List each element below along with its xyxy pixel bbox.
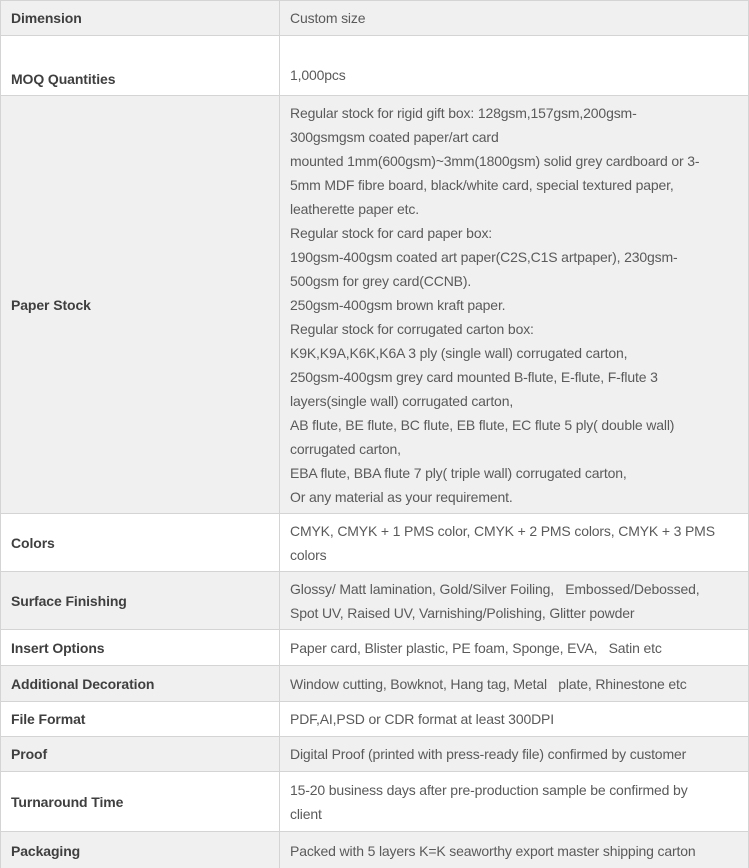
spec-value — [280, 630, 748, 665]
spec-value — [280, 772, 748, 831]
spec-value-line: mounted 1mm(600gsm)~3mm(1800gsm) solid grey cardboard or 3- — [290, 152, 700, 169]
spec-value-line: Packed with 5 layers K=K seaworthy export master shipping carton — [290, 842, 696, 859]
spec-label: Dimension — [1, 1, 280, 35]
spec-value-line: Spot UV, Raised UV, Varnishing/Polishing, Glitter powder — [290, 604, 635, 621]
spec-value-line: 1,000pcs — [290, 67, 346, 83]
table-row-surface-finishing — [1, 572, 748, 630]
spec-value — [280, 514, 748, 571]
table-row-paper-stock — [1, 96, 748, 514]
spec-value — [280, 702, 748, 736]
spec-value-line: Window cutting, Bowknot, Hang tag, Metal plate, Rhinestone etc — [290, 675, 687, 692]
spec-value — [280, 96, 748, 513]
spec-value-line: Glossy/ Matt lamination, Gold/Silver Foiling, Embossed/Debossed, — [290, 580, 700, 597]
spec-value-line: 5mm MDF fibre board, black/white card, special textured paper, — [290, 176, 674, 193]
table-row-dimension — [1, 1, 748, 36]
spec-value — [280, 1, 748, 35]
spec-label: Colors — [1, 514, 280, 571]
spec-value-line: Custom size — [290, 10, 366, 26]
spec-label: File Format — [1, 702, 280, 736]
table-row-turnaround-time — [1, 772, 748, 832]
spec-label: Paper Stock — [1, 96, 280, 513]
spec-value-line: Regular stock for corrugated carton box: — [290, 320, 534, 337]
table-row-additional-decoration — [1, 666, 748, 702]
spec-label: Surface Finishing — [1, 572, 280, 629]
spec-value-line: 250gsm-400gsm grey card mounted B-flute, E-flute, F-flute 3 — [290, 368, 658, 385]
spec-value-line: K9K,K9A,K6K,K6A 3 ply (single wall) corrugated carton, — [290, 344, 628, 361]
spec-label: Additional Decoration — [1, 666, 280, 701]
spec-value — [280, 737, 748, 771]
spec-label: Proof — [1, 737, 280, 771]
spec-value-line: 190gsm-400gsm coated art paper(C2S,C1S artpaper), 230gsm- — [290, 248, 678, 265]
spec-value-line: 300gsmgsm coated paper/art card — [290, 128, 499, 145]
spec-value-line: Regular stock for rigid gift box: 128gsm,157gsm,200gsm- — [290, 104, 637, 121]
spec-value — [280, 572, 748, 629]
spec-label: MOQ Quantities — [1, 36, 280, 95]
spec-value — [280, 832, 748, 868]
spec-value-line: leatherette paper etc. — [290, 200, 420, 217]
spec-value-line: Or any material as your requirement. — [290, 488, 513, 505]
spec-label: Packaging — [1, 832, 280, 868]
spec-value — [280, 36, 748, 95]
spec-value-line: Digital Proof (printed with press-ready file) confirmed by customer — [290, 746, 687, 762]
spec-value-line: client — [290, 805, 322, 822]
spec-value-line: 250gsm-400gsm brown kraft paper. — [290, 296, 506, 313]
spec-value-line: colors — [290, 546, 327, 563]
table-row-insert-options — [1, 630, 748, 666]
spec-value-line: CMYK, CMYK + 1 PMS color, CMYK + 2 PMS colors, CMYK + 3 PMS — [290, 522, 715, 539]
spec-value-line: Regular stock for card paper box: — [290, 224, 493, 241]
table-row-proof — [1, 737, 748, 772]
spec-value-line: AB flute, BE flute, BC flute, EB flute, EC flute 5 ply( double wall) — [290, 416, 675, 433]
spec-value-line: PDF,AI,PSD or CDR format at least 300DPI — [290, 711, 554, 727]
table-row-colors — [1, 514, 748, 572]
spec-label: Insert Options — [1, 630, 280, 665]
spec-label: Turnaround Time — [1, 772, 280, 831]
spec-value-line: corrugated carton, — [290, 440, 401, 457]
spec-value-line: Paper card, Blister plastic, PE foam, Sponge, EVA, Satin etc — [290, 639, 662, 656]
table-row-packaging — [1, 832, 748, 868]
spec-value — [280, 666, 748, 701]
table-row-moq-quantities — [1, 36, 748, 96]
table-row-file-format — [1, 702, 748, 737]
spec-value-line: 15-20 business days after pre-production sample be confirmed by — [290, 781, 688, 798]
spec-value-line: 500gsm for grey card(CCNB). — [290, 272, 472, 289]
spec-value-line: EBA flute, BBA flute 7 ply( triple wall) corrugated carton, — [290, 464, 627, 481]
spec-value-line: layers(single wall) corrugated carton, — [290, 392, 514, 409]
